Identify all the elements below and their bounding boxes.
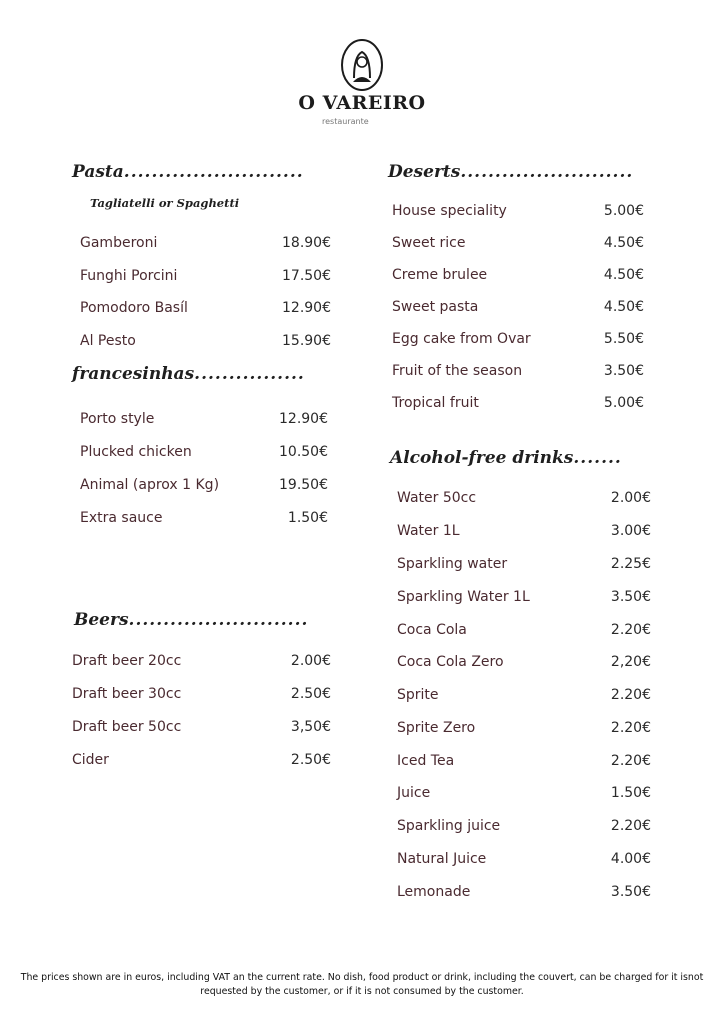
item-name: House speciality bbox=[392, 203, 507, 219]
menu-item bbox=[392, 331, 644, 347]
menu-item bbox=[397, 523, 651, 539]
pasta-title: Pasta bbox=[72, 162, 124, 182]
menu-item bbox=[80, 333, 331, 349]
menu-item bbox=[397, 556, 651, 572]
item-price: 5.00€ bbox=[603, 395, 644, 411]
item-price: 3.50€ bbox=[610, 589, 651, 605]
menu-item bbox=[397, 753, 651, 769]
item-price: 2.00€ bbox=[610, 490, 651, 506]
item-name: Sparkling Water 1L bbox=[397, 589, 530, 605]
brand-subtitle: restaurante bbox=[322, 117, 369, 126]
item-price: 2.20€ bbox=[610, 720, 651, 736]
item-price: 2.20€ bbox=[610, 818, 651, 834]
item-price: 2.00€ bbox=[290, 653, 331, 669]
pasta-dots: .......................... bbox=[123, 162, 304, 182]
section-title-deserts bbox=[388, 162, 633, 182]
item-name: Draft beer 50cc bbox=[72, 719, 182, 735]
item-price: 1.50€ bbox=[287, 510, 328, 526]
menu-item bbox=[72, 719, 331, 735]
menu-item bbox=[392, 363, 644, 379]
menu-item bbox=[80, 477, 328, 493]
woman-portrait-icon bbox=[340, 38, 384, 92]
item-price: 2.50€ bbox=[290, 752, 331, 768]
item-name: Iced Tea bbox=[397, 753, 455, 769]
deserts-title: Deserts bbox=[388, 162, 461, 182]
menu-item bbox=[397, 785, 651, 801]
item-price: 2,20€ bbox=[610, 654, 651, 670]
drinks-title: Alcohol-free drinks bbox=[390, 448, 574, 468]
item-name: Tropical fruit bbox=[392, 395, 479, 411]
item-price: 2.20€ bbox=[610, 753, 651, 769]
item-price: 10.50€ bbox=[279, 444, 328, 460]
item-name: Cider bbox=[72, 752, 109, 768]
item-price: 4.50€ bbox=[603, 299, 644, 315]
item-price: 17.50€ bbox=[282, 268, 331, 284]
section-title-pasta bbox=[72, 162, 304, 182]
item-name: Coca Cola Zero bbox=[397, 654, 504, 670]
item-price: 5.00€ bbox=[603, 203, 644, 219]
menu-item bbox=[80, 444, 328, 460]
item-name: Lemonade bbox=[397, 884, 471, 900]
section-title-francesinhas bbox=[72, 364, 305, 384]
disclaimer-line-1: The prices shown are in euros, including VAT an the current rate. No dish, food product or drink, including the couvert, can be charged for it isnot bbox=[20, 972, 704, 983]
item-name: Sprite Zero bbox=[397, 720, 476, 736]
menu-item bbox=[392, 395, 644, 411]
item-name: Sweet pasta bbox=[392, 299, 479, 315]
item-price: 3,50€ bbox=[290, 719, 331, 735]
restaurant-logo bbox=[0, 38, 724, 96]
section-title-beers bbox=[74, 610, 308, 630]
item-name: Pomodoro Basíl bbox=[80, 300, 188, 316]
item-name: Water 50cc bbox=[397, 490, 477, 506]
item-name: Sparkling water bbox=[397, 556, 508, 572]
menu-item bbox=[72, 752, 331, 768]
menu-item bbox=[397, 622, 651, 638]
item-price: 1.50€ bbox=[610, 785, 651, 801]
item-price: 3.50€ bbox=[610, 884, 651, 900]
item-name: Fruit of the season bbox=[392, 363, 523, 379]
francesinhas-dots: ................ bbox=[194, 364, 305, 384]
item-price: 19.50€ bbox=[279, 477, 328, 493]
item-name: Water 1L bbox=[397, 523, 460, 539]
item-price: 18.90€ bbox=[282, 235, 331, 251]
menu-item bbox=[397, 884, 651, 900]
beers-title: Beers bbox=[74, 610, 129, 630]
item-name: Creme brulee bbox=[392, 267, 488, 283]
menu-item bbox=[80, 268, 331, 284]
item-name: Sweet rice bbox=[392, 235, 466, 251]
menu-item bbox=[397, 851, 651, 867]
menu-item bbox=[80, 235, 331, 251]
menu-item bbox=[392, 235, 644, 251]
item-price: 3.00€ bbox=[610, 523, 651, 539]
item-name: Draft beer 20cc bbox=[72, 653, 182, 669]
item-price: 2.50€ bbox=[290, 686, 331, 702]
item-name: Funghi Porcini bbox=[80, 268, 178, 284]
item-price: 12.90€ bbox=[279, 411, 328, 427]
menu-item bbox=[392, 267, 644, 283]
item-price: 2.20€ bbox=[610, 687, 651, 703]
item-name: Sparkling juice bbox=[397, 818, 501, 834]
brand-name: O VAREIRO bbox=[298, 92, 426, 114]
disclaimer-line-2: requested by the customer, or if it is not consumed by the customer. bbox=[200, 986, 524, 997]
menu-item bbox=[80, 411, 328, 427]
menu-item bbox=[397, 818, 651, 834]
item-price: 5.50€ bbox=[603, 331, 644, 347]
item-price: 3.50€ bbox=[603, 363, 644, 379]
beers-dots: .......................... bbox=[128, 610, 309, 630]
menu-item bbox=[397, 654, 651, 670]
item-price: 4.50€ bbox=[603, 267, 644, 283]
drinks-dots: ....... bbox=[573, 448, 622, 468]
item-name: Draft beer 30cc bbox=[72, 686, 182, 702]
item-name: Plucked chicken bbox=[80, 444, 192, 460]
item-name: Animal (aprox 1 Kg) bbox=[80, 477, 220, 493]
menu-item bbox=[397, 720, 651, 736]
menu-item bbox=[72, 653, 331, 669]
item-price: 4.00€ bbox=[610, 851, 651, 867]
item-name: Gamberoni bbox=[80, 235, 158, 251]
item-name: Natural Juice bbox=[397, 851, 487, 867]
menu-item bbox=[397, 687, 651, 703]
pasta-subtitle: Tagliatelli or Spaghetti bbox=[90, 196, 240, 210]
item-price: 4.50€ bbox=[603, 235, 644, 251]
section-title-drinks bbox=[390, 448, 622, 468]
francesinhas-title: francesinhas bbox=[72, 364, 195, 384]
item-name: Extra sauce bbox=[80, 510, 163, 526]
menu-item bbox=[72, 686, 331, 702]
item-name: Coca Cola bbox=[397, 622, 467, 638]
menu-item bbox=[80, 510, 328, 526]
item-name: Egg cake from Ovar bbox=[392, 331, 531, 347]
menu-item bbox=[397, 490, 651, 506]
item-price: 2.20€ bbox=[610, 622, 651, 638]
item-price: 2.25€ bbox=[610, 556, 651, 572]
item-name: Porto style bbox=[80, 411, 155, 427]
item-price: 12.90€ bbox=[282, 300, 331, 316]
item-name: Juice bbox=[397, 785, 431, 801]
item-name: Al Pesto bbox=[80, 333, 136, 349]
menu-item bbox=[397, 589, 651, 605]
menu-item bbox=[80, 300, 331, 316]
menu-item bbox=[392, 299, 644, 315]
menu-item bbox=[392, 203, 644, 219]
deserts-dots: ......................... bbox=[460, 162, 634, 182]
item-name: Sprite bbox=[397, 687, 439, 703]
item-price: 15.90€ bbox=[282, 333, 331, 349]
price-disclaimer bbox=[8, 971, 716, 999]
